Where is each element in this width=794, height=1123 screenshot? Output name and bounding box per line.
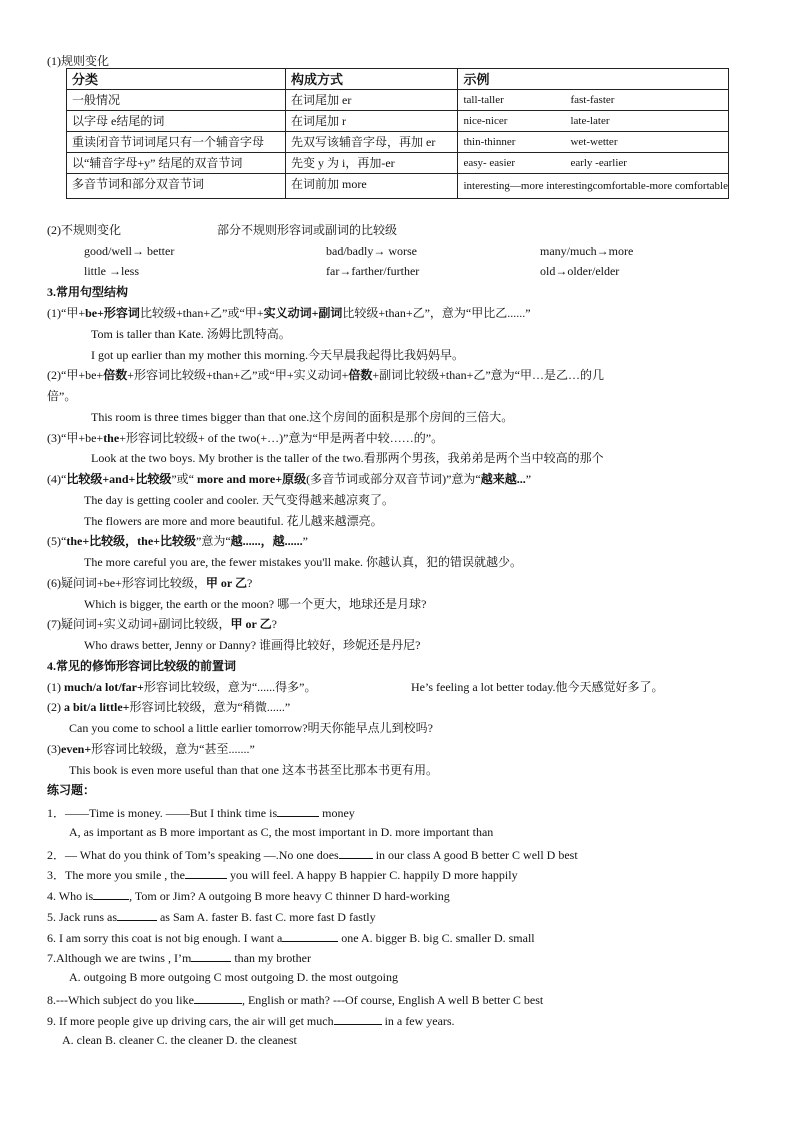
question-7-options: A. outgoing B more outgoing C most outgoing D. the most outgoing: [69, 970, 399, 984]
answer-blank[interactable]: [93, 888, 129, 900]
exercises-heading: 练习题：: [47, 783, 96, 797]
answer-blank[interactable]: [277, 805, 319, 817]
row-example: [458, 153, 729, 174]
example-a: interesting—more interesting: [463, 179, 593, 192]
table-row: [67, 132, 729, 153]
header-method: 构成方式: [286, 69, 458, 90]
row-method: 先双写该辅音字母，再加 er: [286, 132, 458, 153]
pattern-2: (2)“甲+be+倍数+形容词比较级+than+乙”或“甲+实义动词+倍数+副词比较级+than+乙”意为“甲…是乙…的几: [47, 368, 604, 382]
question-2: 2．— What do you think of Tom’s speaking —.No one does in our class A good B better C well D best: [47, 848, 578, 862]
row-method: 在词前加 more: [286, 174, 458, 199]
pattern-6: (6)疑问词+be+形容词比较级，甲 or 乙?: [47, 576, 253, 590]
answer-blank[interactable]: [334, 1013, 382, 1025]
pattern-1-example: Tom is taller than Kate. 汤姆比凯特高。: [91, 327, 291, 341]
answer-blank[interactable]: [339, 847, 373, 859]
row-category: 以字母 e结尾的词: [67, 111, 286, 132]
modifiers-heading: 4.常见的修饰形容词比较级的前置词: [47, 659, 237, 673]
row-method: 在词尾加 r: [286, 111, 458, 132]
pattern-3: (3)“甲+be+the+形容词比较级+ of the two(+…)”意为“甲是两者中较……的”。: [47, 431, 444, 445]
modifier-3: (3)even+形容词比较级，意为“甚至.......”: [47, 742, 255, 756]
row-example: [458, 174, 729, 199]
modifier-2-example: Can you come to school a little earlier tomorrow?明天你能早点儿到校吗?: [69, 721, 433, 735]
pattern-3-example: Look at the two boys. My brother is the taller of the two.看那两个男孩，我弟弟是两个当中较高的那个: [91, 451, 604, 465]
question-5: 5. Jack runs as as Sam A. faster B. fast C. more fast D fastly: [47, 910, 376, 924]
row-category: 多音节词和部分双音节词: [67, 174, 286, 199]
pattern-7-example: Who draws better, Jenny or Danny? 谁画得比较好，珍妮还是丹尼?: [84, 638, 421, 652]
irregular-note: 部分不规则形容词或副词的比较级: [217, 223, 398, 237]
pattern-1-example: I got up earlier than my mother this morning.今天早晨我起得比我妈妈早。: [91, 348, 464, 362]
row-category: 以“辅音字母+y” 结尾的双音节词: [67, 153, 286, 174]
irregular-pair: little →less: [84, 264, 139, 278]
question-6: 6. I am sorry this coat is not big enough. I want a one A. bigger B. big C. smaller D. small: [47, 931, 535, 945]
pattern-6-example: Which is bigger, the earth or the moon? 哪一个更大，地球还是月球?: [84, 597, 427, 611]
example-b: fast-faster: [570, 93, 615, 106]
irregular-pair: many/much→more: [540, 244, 634, 258]
answer-blank[interactable]: [191, 950, 231, 962]
pattern-5-example: The more careful you are, the fewer mistakes you'll make. 你越认真，犯的错误就越少。: [84, 555, 523, 569]
row-method: 先变 y 为 i，再加-er: [286, 153, 458, 174]
pattern-5: (5)“the+比较级，the+比较级”意为“越......，越......”: [47, 534, 308, 548]
question-9: 9. If more people give up driving cars, the air will get much in a few years.: [47, 1014, 455, 1028]
question-1: 1．——Time is money. ——But I think time is money: [47, 806, 355, 820]
answer-blank[interactable]: [194, 992, 242, 1004]
pattern-7: (7)疑问词+实义动词+副词比较级，甲 or 乙?: [47, 617, 277, 631]
regular-heading: (1)规则变化: [47, 54, 109, 68]
answer-blank[interactable]: [117, 909, 157, 921]
example-b: comfortable-more comfortable: [592, 179, 728, 192]
pattern-4: (4)“比较级+and+比较级”或“ more and more+原级(多音节词或部分双音节词)”意为“越来越...”: [47, 472, 532, 486]
pattern-4-example: The flowers are more and more beautiful. 花儿越来越漂亮。: [84, 514, 383, 528]
modifier-1: (1) much/a lot/far+形容词比较级，意为“......得多”。: [47, 680, 317, 694]
header-category: 分类: [67, 69, 286, 90]
irregular-pair: old→older/elder: [540, 264, 620, 278]
example-a: nice-nicer: [463, 114, 508, 127]
table-row: [67, 153, 729, 174]
patterns-heading: 3.常用句型结构: [47, 285, 129, 299]
row-example: [458, 132, 729, 153]
irregular-pair: far→farther/further: [326, 264, 420, 278]
comparison-rules-table: [66, 68, 729, 199]
irregular-heading: (2)不规则变化: [47, 223, 121, 237]
pattern-1: (1)“甲+be+形容词比较级+than+乙”或“甲+实义动词+副词比较级+than+乙”，意为“甲比乙......”: [47, 306, 531, 320]
question-9-options: A. clean B. cleaner C. the cleaner D. the cleanest: [62, 1033, 297, 1047]
table-row: [67, 174, 729, 199]
question-3: 3．The more you smile , the you will feel. A happy B happier C. happily D more happily: [47, 868, 518, 882]
irregular-pair: bad/badly→ worse: [326, 244, 417, 258]
answer-blank[interactable]: [282, 930, 338, 942]
example-b: wet-wetter: [570, 135, 618, 148]
question-7: 7.Although we are twins , I’m than my brother: [47, 951, 311, 965]
example-a: thin-thinner: [463, 135, 516, 148]
pattern-2-continued: 倍”。: [47, 389, 77, 403]
row-example: [458, 90, 729, 111]
pattern-2-example: This room is three times bigger than that one.这个房间的面积是那个房间的三倍大。: [91, 410, 514, 424]
row-category: 重读闭音节词词尾只有一个辅音字母: [67, 132, 286, 153]
row-method: 在词尾加 er: [286, 90, 458, 111]
example-b: late-later: [570, 114, 610, 127]
question-8: 8.---Which subject do you like , English or math? ---Of course, English A well B better C best: [47, 993, 544, 1007]
row-example: [458, 111, 729, 132]
example-a: tall-taller: [463, 93, 504, 106]
example-a: easy- easier: [463, 156, 516, 169]
header-example: 示例: [458, 69, 729, 90]
table-row: [67, 111, 729, 132]
table-header-row: [67, 69, 729, 90]
modifier-2: (2) a bit/a little+形容词比较级，意为“稍微......”: [47, 700, 291, 714]
answer-blank[interactable]: [185, 867, 227, 879]
modifier-1-example: He’s feeling a lot better today.他今天感觉好多了。: [411, 680, 664, 694]
irregular-pair: good/well→ better: [84, 244, 175, 258]
example-b: early -earlier: [570, 156, 627, 169]
pattern-4-example: The day is getting cooler and cooler. 天气变得越来越凉爽了。: [84, 493, 394, 507]
modifier-3-example: This book is even more useful than that one 这本书甚至比那本书更有用。: [69, 763, 438, 777]
table-row: [67, 90, 729, 111]
row-category: 一般情况: [67, 90, 286, 111]
question-4: 4. Who is , Tom or Jim? A outgoing B more heavy C thinner D hard-working: [47, 889, 450, 903]
question-1-options: A, as important as B more important as C, the most important in D. more important than: [69, 825, 494, 839]
